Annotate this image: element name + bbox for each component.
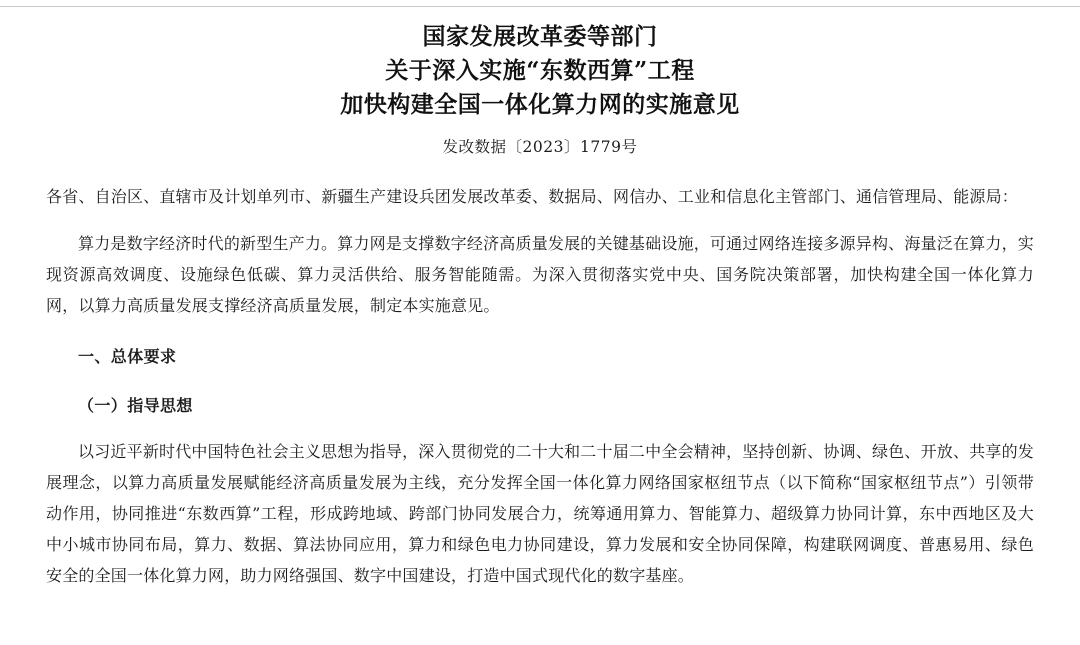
recipient-line: 各省、自治区、直辖市及计划单列市、新疆生产建设兵团发展改革委、数据局、网信办、工业和信息化主管部门、通信管理局、能源局： [46,187,1019,206]
page-title [46,0,1034,122]
guiding-thought-paragraph: 以习近平新时代中国特色社会主义思想为指导，深入贯彻党的二十大和二十届二中全会精神，坚持创新、协调、绿色、开放、共享的发展理念，以算力高质量发展赋能经济高质量发展为主线，充分发挥全国一体化算力网络国家枢纽节点（以下简称“国家枢纽节点”）引领带动作用，协同推进“东数西算”工程，形成跨地域、跨部门协同发展合力，统筹通用算力、智能算力、超级算力协同计算，东中西地区及大中小城市协同布局，算力、数据、算法协同应用，算力和绿色电力协同建设，算力发展和安全协同保障，构建联网调度、普惠易用、绿色安全的全国一体化算力网，助力网络强国、数字中国建设，打造中国式现代化的数字基座。 [46,442,1034,585]
section-heading-overall-requirements: 一、总体要求 [78,347,177,366]
title-line-3: 加快构建全国一体化算力网的实施意见 [340,91,740,118]
document-number: 发改数据〔2023〕1779号 [442,138,638,156]
sub-heading-guiding-thought: （一）指导思想 [78,396,193,415]
page-top-divider [0,6,1080,7]
title-line-1: 国家发展改革委等部门 [422,23,658,50]
intro-paragraph: 算力是数字经济时代的新型生产力。算力网是支撑数字经济高质量发展的关键基础设施，可通过网络连接多源异构、海量泛在算力，实现资源高效调度、设施绿色低碳、算力灵活供给、服务智能随需。为深入贯彻落实党中央、国务院决策部署，加快构建全国一体化算力网，以算力高质量发展支撑经济高质量发展，制定本实施意见。 [46,234,1034,315]
title-line-2: 关于深入实施“东数西算”工程 [385,57,695,84]
